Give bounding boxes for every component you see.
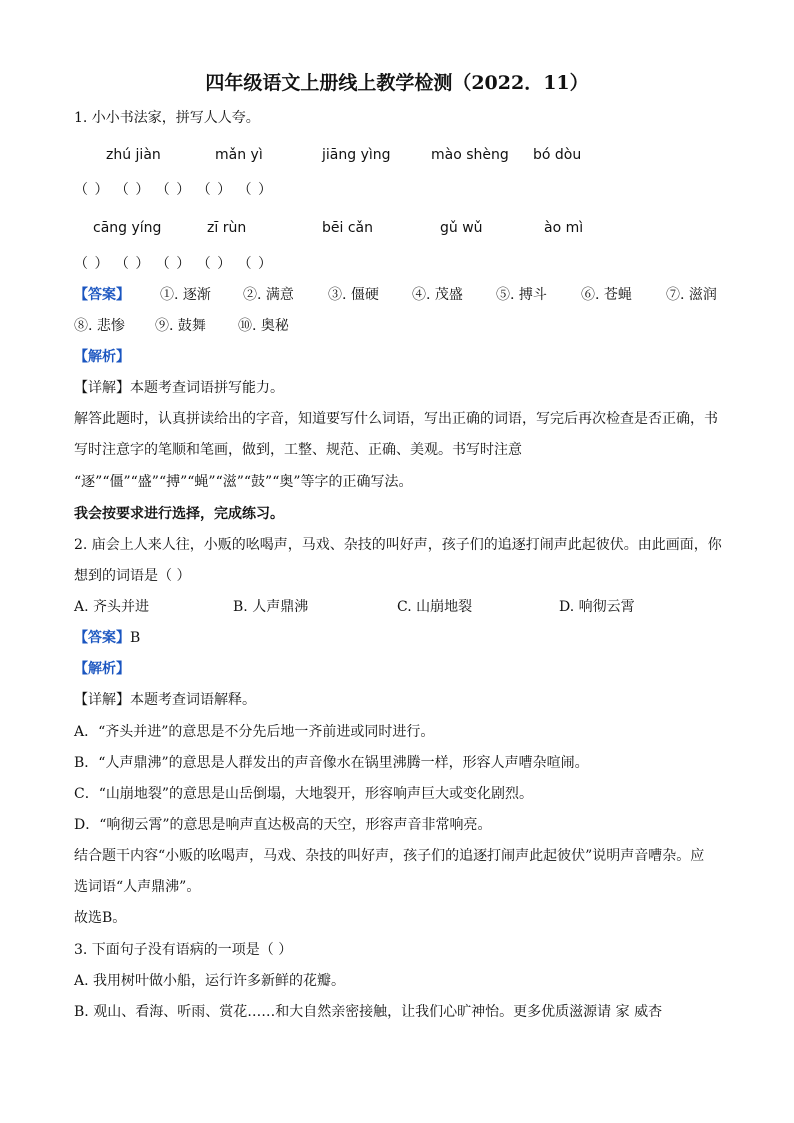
answer-item: ⑤. 搏斗 <box>496 287 547 303</box>
answer-item: ⑨. 鼓舞 <box>155 318 206 334</box>
q2-explain-b: B．“人声鼎沸”的意思是人群发出的声音像水在锅里沸腾一样，形容人声嘈杂喧闹。 <box>74 755 589 771</box>
option-a: A. 齐头并进 <box>74 599 150 615</box>
q2-conclusion-1: 结合题干内容“小贩的吆喝声，马戏、杂技的叫好声，孩子们的追逐打闹声此起彼伏”说明声音嘈杂。应 <box>74 848 705 864</box>
answer-item: ⑧. 悲惨 <box>74 318 125 334</box>
answer-item: ①. 逐渐 <box>160 287 211 303</box>
q2-answer <box>74 628 140 648</box>
q2-explain-c: C．“山崩地裂”的意思是山岳倒塌，大地裂开，形容响声巨大或变化剧烈。 <box>74 786 534 802</box>
option-c: C. 山崩地裂 <box>397 599 473 615</box>
pinyin-item: jiāng yìng <box>322 147 391 163</box>
q2-explain-d: D．“响彻云霄”的意思是响声直达极高的天空，形容声音非常响亮。 <box>74 817 492 833</box>
q1-analysis-tag: 【解析】 <box>74 349 130 365</box>
q1-detail: 【详解】本题考查词语拼写能力。 <box>74 380 284 396</box>
q2-analysis-tag: 【解析】 <box>74 661 130 677</box>
q1-stem: 1. 小小书法家，拼写人人夸。 <box>74 110 260 126</box>
option-d: D. 响彻云霄 <box>559 599 635 615</box>
page-title: 四年级语文上册线上教学检测（2022．11） <box>205 72 589 94</box>
pinyin-item: cāng yíng <box>93 220 162 236</box>
q2-final: 故选B。 <box>74 910 127 926</box>
answer-tag: 【答案】 <box>74 630 130 646</box>
q1-para-1: 解答此题时，认真拼读给出的字音，知道要写什么词语，写出正确的词语，写完后再次检查是否正确，书 <box>74 411 718 427</box>
q1-para-3: “逐”“僵”“盛”“搏”“蝇”“滋”“鼓”“奥”等字的正确写法。 <box>74 474 413 490</box>
answer-item: ②. 满意 <box>243 287 294 303</box>
answer-item: ⑥. 苍蝇 <box>581 287 632 303</box>
q1-blanks-row-1: （ ） （ ） （ ） （ ） （ ） <box>74 182 274 198</box>
option-b: B. 人声鼎沸 <box>233 599 309 615</box>
pinyin-item: ào mì <box>544 220 584 236</box>
q2-conclusion-2: 选词语“人声鼎沸”。 <box>74 879 201 895</box>
answer-item: ⑦. 滋润 <box>666 287 717 303</box>
q3-stem: 3. 下面句子没有语病的一项是（ ） <box>74 942 293 958</box>
q3-option-a: A. 我用树叶做小船，运行许多新鲜的花瓣。 <box>74 973 346 989</box>
q1-para-2: 写时注意字的笔顺和笔画，做到，工整、规范、正确、美观。书写时注意 <box>74 442 522 458</box>
pinyin-item: mǎn yì <box>215 147 263 163</box>
answer-item: ③. 僵硬 <box>328 287 379 303</box>
answer-tag: 【答案】 <box>74 287 130 303</box>
pinyin-item: gǔ wǔ <box>440 220 483 236</box>
answer-item: ⑩. 奥秘 <box>238 318 289 334</box>
pinyin-item: mào shèng <box>431 147 509 163</box>
answer-value: B <box>130 630 141 646</box>
pinyin-item: bēi cǎn <box>322 220 373 236</box>
q3-option-b: B. 观山、看海、听雨、赏花……和大自然亲密接触，让我们心旷神怡。更多优质滋源请 家 威杏 <box>74 1004 663 1020</box>
q2-detail: 【详解】本题考查词语解释。 <box>74 692 256 708</box>
section-heading: 我会按要求进行选择，完成练习。 <box>74 506 284 522</box>
q2-explain-a: A．“齐头并进”的意思是不分先后地一齐前进或同时进行。 <box>74 724 435 740</box>
pinyin-item: bó dòu <box>533 147 582 163</box>
q1-blanks-row-2: （ ） （ ） （ ） （ ） （ ） <box>74 256 274 272</box>
pinyin-item: zī rùn <box>207 220 247 236</box>
q2-stem-line-2: 想到的词语是（ ） <box>74 568 191 584</box>
answer-item: ④. 茂盛 <box>412 287 463 303</box>
q2-stem-line-1: 2. 庙会上人来人往，小贩的吆喝声，马戏、杂技的叫好声，孩子们的追逐打闹声此起彼伏。由此画面，你 <box>74 537 722 553</box>
pinyin-item: zhú jiàn <box>106 147 161 163</box>
